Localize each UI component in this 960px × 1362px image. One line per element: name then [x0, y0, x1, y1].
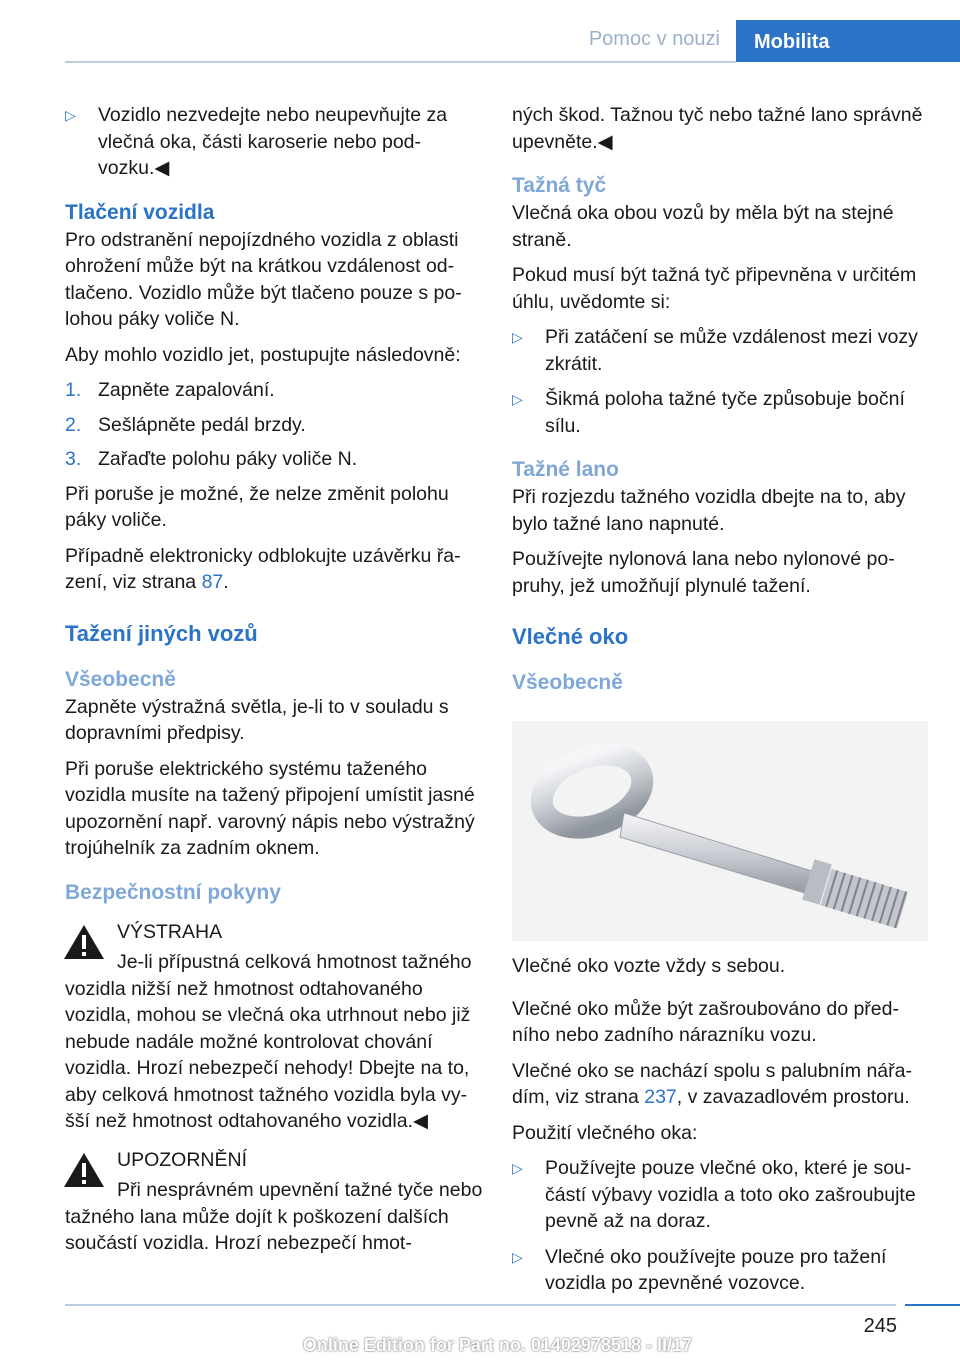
- paragraph: Pro odstranění nepojízdného vozidla z oblasti ohrožení může být na krátkou vzdálenost odtlačeno. Vozidlo může být tlačeno pouze s polohou páky voliče N.: [65, 228, 462, 330]
- notice-title: UPOZORNĚNÍ: [117, 1148, 248, 1171]
- list-item: ▷ Při zatáčení se může vzdálenost mezi vozy zkrátit.: [512, 326, 918, 375]
- footer-accent-rule: [905, 1304, 960, 1306]
- top-navigation: [0, 0, 960, 62]
- step-item: 1. Zapněte zapalování.: [65, 379, 275, 401]
- triangle-bullet-icon: ▷: [512, 1160, 523, 1176]
- warning-title: VÝSTRAHA: [117, 920, 223, 943]
- tab-mobilita[interactable]: Mobilita: [736, 20, 960, 62]
- right-column: [512, 102, 930, 1306]
- paragraph: Použití vlečného oka:: [512, 1121, 698, 1144]
- paragraph: Případně elektronicky odblokujte uzávěrku řazení, viz strana 87.: [65, 544, 461, 593]
- warning-text: Je-li přípustná celková hmotnost tažného vozidla nižší než hmotnost odtahovaného vozidla, mohou se vlečná oka utrhnout nebo již nebude nadále možné kontrolovat chování vozidla. Hrozí nebezpečí nehody! Dbejte na to, aby celková hmotnost tažného vozidla byla vyšší než hmotnost odtahovaného vozidla.◀: [65, 951, 472, 1132]
- paragraph: ných škod. Tažnou tyč nebo tažné lano správně upevněte.◀: [512, 104, 923, 153]
- page-link-87[interactable]: 87: [201, 571, 224, 593]
- tow-eye-illustration: [512, 721, 928, 941]
- notice-text: Při nesprávném upevnění tažné tyče nebo tažného lana může dojít k poškození dalších součástí vozidla. Hrozí nebezpečí hmot-: [65, 1179, 483, 1254]
- heading-tow-rope: Tažné lano: [512, 458, 619, 481]
- warning-triangle-icon: [63, 1151, 105, 1189]
- paragraph: Aby mohlo vozidlo jet, postupujte následovně:: [65, 343, 461, 366]
- edition-footer: Online Edition for Part no. 01402978518 - II/17: [302, 1335, 692, 1355]
- left-column: [65, 102, 483, 1266]
- triangle-bullet-icon: ▷: [512, 1248, 523, 1265]
- list-item: ▷ Vozidlo nezvedejte nebo neupevňujte za vlečná oka, části karoserie nebo podvozku.◀: [65, 104, 448, 179]
- list-item: ▷ Šikmá poloha tažné tyče způsobuje boční sílu.: [512, 388, 905, 437]
- step-item: 3. Zařaďte polohu páky voliče N.: [65, 448, 358, 470]
- heading-general: Všeobecně: [65, 667, 176, 691]
- tab-pomoc-v-nouzi[interactable]: Pomoc v nouzi: [588, 28, 720, 50]
- triangle-bullet-icon: ▷: [512, 391, 523, 407]
- heading-push-vehicle: Tlačení vozidla: [65, 200, 215, 224]
- triangle-bullet-icon: ▷: [65, 107, 76, 123]
- paragraph: Pokud musí být tažná tyč připevněna v určitém úhlu, uvědomte si:: [512, 264, 917, 313]
- paragraph: Používejte nylonová lana nebo nylonové popruhy, jež umožňují plynulé tažení.: [512, 548, 895, 597]
- step-item: 2. Sešlápněte pedál brzdy.: [65, 413, 306, 436]
- heading-safety-notes: Bezpečnostní pokyny: [65, 880, 281, 904]
- paragraph: Při poruše je možné, že nelze změnit polohu páky voliče.: [65, 482, 449, 531]
- page-number: 245: [863, 1315, 897, 1337]
- header-rule: [65, 61, 736, 63]
- list-item: ▷ Používejte pouze vlečné oko, které je součástí výbavy vozidla a toto oko zašroubujte pevně až na doraz.: [512, 1157, 916, 1232]
- warning-block: [65, 919, 483, 1135]
- page-link-237[interactable]: 237: [644, 1086, 677, 1108]
- list-item: ▷ Vlečné oko používejte pouze pro tažení vozidla po zpevněné vozovce.: [512, 1245, 887, 1294]
- paragraph: Vlečná oka obou vozů by měla být na stejné straně.: [512, 202, 894, 251]
- heading-general: Všeobecně: [512, 671, 623, 694]
- notice-block: [65, 1147, 483, 1257]
- paragraph: Při rozjezdu tažného vozidla dbejte na to, aby bylo tažné lano napnuté.: [512, 486, 906, 535]
- paragraph: Vlečné oko může být zašroubováno do předního nebo zadního nárazníku vozu.: [512, 997, 899, 1046]
- paragraph: Vlečné oko vozte vždy s sebou.: [512, 955, 786, 977]
- tow-eye-image: [512, 721, 928, 941]
- triangle-bullet-icon: ▷: [512, 329, 523, 345]
- heading-tow-eye: Vlečné oko: [512, 624, 629, 649]
- heading-tow-bar: Tažná tyč: [512, 174, 607, 197]
- paragraph: Při poruše elektrického systému taženého vozidla musíte na tažený připojení umístit jasné upozornění např. varovný nápis nebo výstražný trojúhelník za zadním oknem.: [65, 757, 475, 859]
- footer-rule: [65, 1304, 896, 1306]
- paragraph: Zapněte výstražná světla, je-li to v souladu s dopravními předpisy.: [65, 695, 449, 744]
- heading-towing-other-vehicles: Tažení jiných vozů: [65, 620, 258, 646]
- warning-triangle-icon: [63, 923, 105, 961]
- paragraph: Vlečné oko se nachází spolu s palubním nářadím, viz strana 237, v zavazadlovém prostoru.: [512, 1059, 912, 1108]
